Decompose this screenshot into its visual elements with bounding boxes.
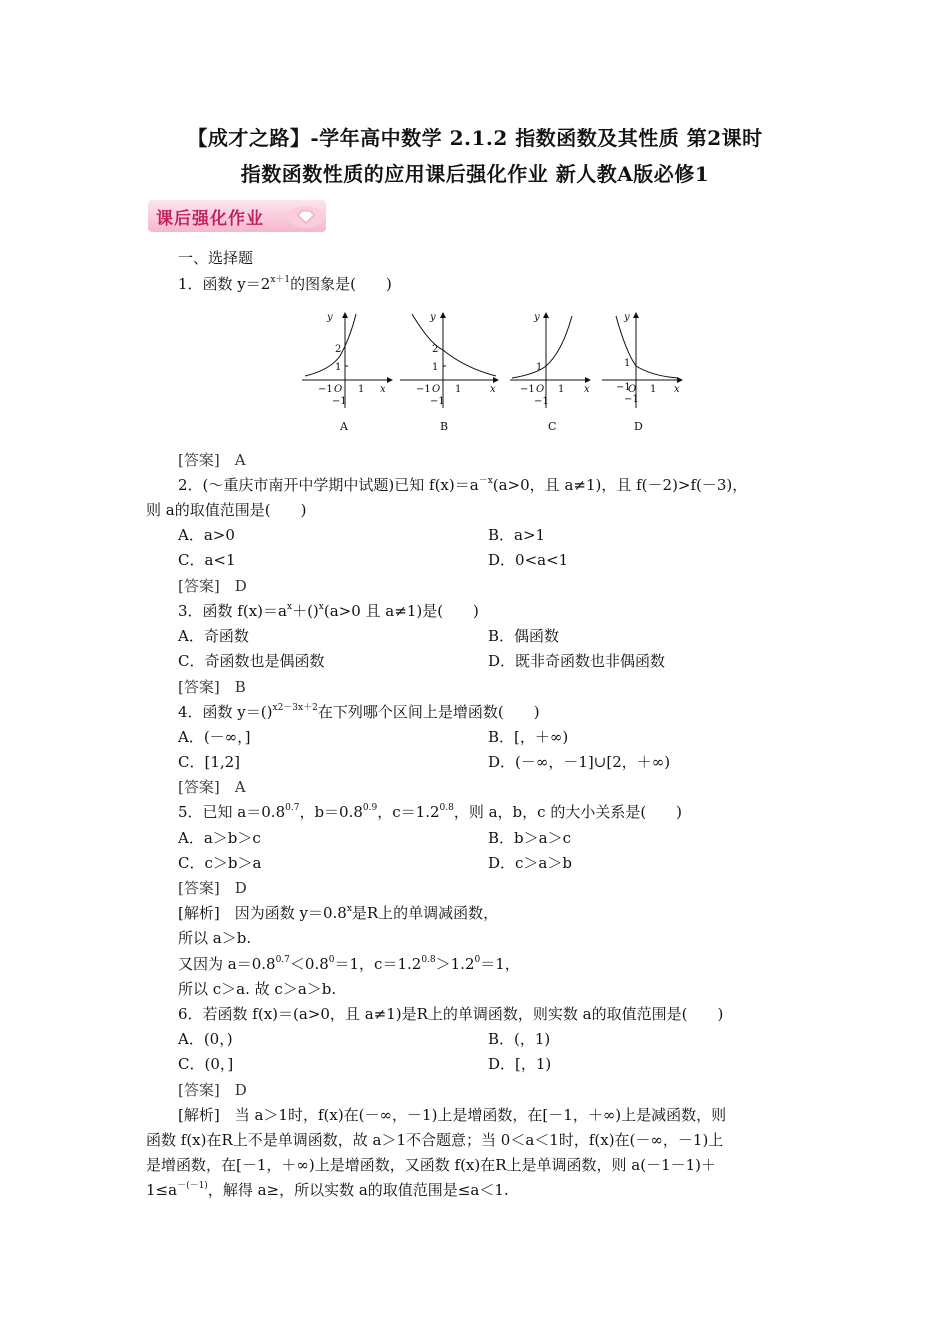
question-4: 4．函数 y＝()$^{x2-3x+2}$在下列哪个区间上是增函数( )	[178, 703, 540, 721]
graph-label-b: B	[440, 420, 449, 433]
svg-text:1: 1	[455, 384, 462, 395]
svg-text:x: x	[380, 384, 386, 395]
svg-text:2: 2	[335, 344, 342, 355]
svg-text:O: O	[628, 384, 637, 395]
title-line-2: 指数函数性质的应用课后强化作业 新人教A版必修1	[240, 162, 710, 186]
svg-text:O: O	[334, 384, 343, 395]
svg-text:y: y	[327, 312, 333, 323]
q5-analysis-2: 所以 a＞b.	[178, 929, 252, 947]
svg-text:−1: −1	[430, 396, 445, 407]
q4-option-a: A．(－∞，]	[178, 728, 251, 746]
section-heading: 一、选择题	[178, 249, 254, 267]
q6-answer: [答案] D	[178, 1081, 247, 1099]
graph-label-c: C	[548, 420, 557, 433]
question-2: 2．(～重庆市南开中学期中试题)已知 $f(x)=a^{-x}(a>0$，且 a≠1)，且 f(－2)>f(－3)，	[178, 476, 748, 494]
svg-text:−1: −1	[416, 384, 431, 395]
graph-label-a: A	[340, 420, 348, 433]
svg-text:−1: −1	[624, 394, 639, 405]
q5-analysis-1: [解析] 因为函数 $y=0.8^x$是R上的单调减函数，	[178, 904, 499, 922]
q3-answer: [答案] B	[178, 678, 246, 696]
graph-d	[602, 312, 682, 408]
diamond-icon	[286, 204, 326, 230]
svg-text:O: O	[432, 384, 441, 395]
q4-option-d: D．(－∞，－1]∪[2，＋∞)	[488, 753, 671, 771]
svg-text:−1: −1	[318, 384, 333, 395]
q5-answer: [答案] D	[178, 879, 247, 897]
svg-text:−1: −1	[332, 396, 347, 407]
q5-option-a: A．a＞b＞c	[178, 829, 261, 847]
svg-text:1: 1	[358, 384, 365, 395]
svg-text:y: y	[430, 312, 436, 323]
q4-answer: [答案] A	[178, 778, 246, 796]
q3-option-b: B．偶函数	[488, 627, 560, 645]
svg-text:x: x	[584, 384, 590, 395]
question-6: 6．若函数 f(x)＝(a>0，且 a≠1)是R上的单调函数，则实数 a的取值范围是( )	[178, 1005, 724, 1023]
q6-analysis-1: [解析] 当 a＞1时，f(x)在(－∞，－1)上是增函数，在[－1，＋∞)上是减函数，则	[178, 1106, 727, 1124]
q6-option-c: C．(0，]	[178, 1055, 234, 1073]
q3-option-c: C．奇函数也是偶函数	[178, 652, 325, 670]
q6-analysis-4: $1\le a^{-(-1)}$，解得 a≥，所以实数 a的取值范围是≤a＜1.	[146, 1181, 509, 1199]
q2-option-d: D．0<a<1	[488, 551, 569, 569]
svg-text:1: 1	[335, 362, 342, 373]
svg-text:2: 2	[432, 344, 439, 355]
q2-option-b: B．a>1	[488, 526, 546, 544]
svg-text:1: 1	[558, 384, 565, 395]
graph-label-d: D	[634, 420, 643, 433]
q6-analysis-3: 是增函数，在[－1，＋∞)上是增函数，又函数 f(x)在R上是单调函数，则 a(－1－1)＋	[146, 1156, 717, 1174]
q5-option-c: C．c＞b＞a	[178, 854, 262, 872]
q5-option-b: B．b＞a＞c	[488, 829, 571, 847]
question-5: 5．已知 $a=0.8^{0.7}$，$b=0.8^{0.9}$，$c=1.2^{0.8}$，则 a，b，c 的大小关系是( )	[178, 803, 683, 821]
q6-option-d: D．[，1)	[488, 1055, 552, 1073]
svg-text:−1: −1	[534, 396, 549, 407]
question-1: 1．函数 $y=2^{x+1}$的图象是( )	[178, 275, 392, 293]
q3-option-a: A．奇函数	[178, 627, 249, 645]
q2-answer: [答案] D	[178, 577, 247, 595]
question-3: 3．函数 $f(x)=a^x+()^x(a>0$ 且 a≠1)是( )	[178, 602, 479, 620]
banner-label: 课后强化作业	[156, 209, 264, 229]
question-2-line-2: 则 a的取值范围是( )	[146, 501, 307, 519]
q4-option-b: B．[，＋∞)	[488, 728, 569, 746]
svg-text:1: 1	[624, 358, 631, 369]
svg-text:−1: −1	[616, 382, 631, 393]
svg-text:y: y	[534, 312, 540, 323]
svg-text:x: x	[490, 384, 496, 395]
q5-analysis-4: 所以 c＞a. 故 c＞a＞b.	[178, 980, 337, 998]
svg-text:1: 1	[432, 362, 439, 373]
q3-option-d: D．既非奇函数也非偶函数	[488, 652, 666, 670]
q6-analysis-2: 函数 f(x)在R上不是单调函数，故 a＞1不合题意；当 0＜a＜1时，f(x)在(－∞，－1)上	[146, 1131, 724, 1149]
q6-option-a: A．(0，)	[178, 1030, 233, 1048]
q2-option-a: A．a>0	[178, 526, 235, 544]
svg-text:x: x	[674, 384, 680, 395]
q5-option-d: D．c＞a＞b	[488, 854, 572, 872]
graph-c	[510, 312, 590, 408]
svg-text:−1: −1	[520, 384, 535, 395]
svg-text:1: 1	[536, 362, 543, 373]
svg-text:O: O	[536, 384, 545, 395]
q4-option-c: C．[1,2]	[178, 753, 241, 771]
q2-option-c: C．a<1	[178, 551, 236, 569]
svg-text:1: 1	[650, 384, 657, 395]
q6-option-b: B．(，1)	[488, 1030, 551, 1048]
svg-text:y: y	[624, 312, 630, 323]
q1-answer: [答案] A	[178, 451, 246, 469]
graph-b	[400, 312, 498, 408]
graph-a	[302, 312, 392, 408]
q1-graphs	[300, 308, 690, 438]
q5-analysis-3: 又因为 $a=0.8^{0.7}<0.8^0=1$，$c=1.2^{0.8}>1.2^0=1$，	[178, 955, 520, 973]
title-line-1: 【成才之路】-学年高中数学 2.1.2 指数函数及其性质 第2课时	[187, 126, 763, 150]
